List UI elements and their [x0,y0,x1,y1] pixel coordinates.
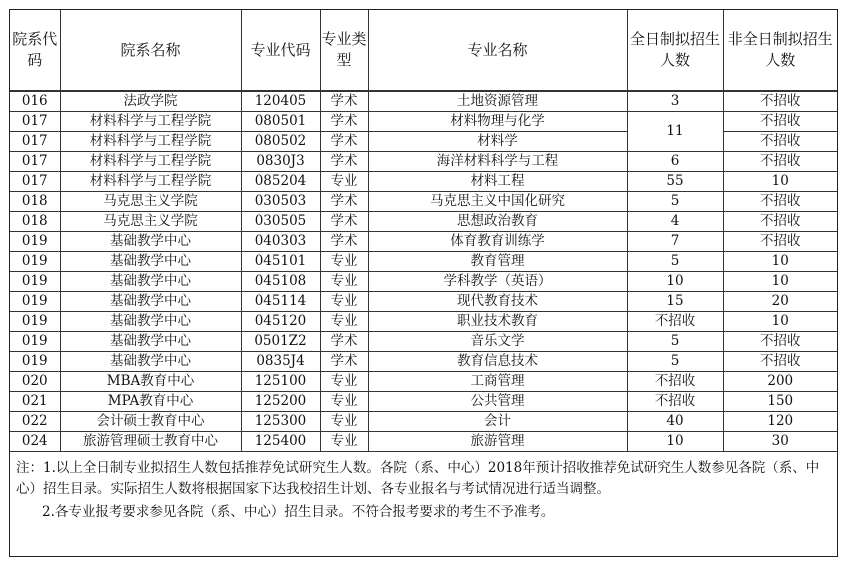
cell-dept-code: 019 [10,272,60,292]
cell-dept-name: 材料科学与工程学院 [60,112,241,132]
cell-dept-code: 016 [10,91,60,112]
cell-parttime: 不招收 [723,91,837,112]
cell-dept-name: 基础教学中心 [60,352,241,372]
table-row [10,172,837,192]
cell-dept-code: 017 [10,112,60,132]
cell-type: 专业 [320,432,368,452]
cell-type: 专业 [320,272,368,292]
table-row [10,212,837,232]
cell-fulltime: 40 [627,412,723,432]
cell-dept-code: 019 [10,312,60,332]
cell-major-code: 0830J3 [241,152,320,172]
cell-major-code: 045101 [241,252,320,272]
table-row [10,412,837,432]
cell-dept-code: 024 [10,432,60,452]
cell-major: 旅游管理 [368,432,627,452]
cell-major: 工商管理 [368,372,627,392]
cell-type: 专业 [320,252,368,272]
cell-dept-name: 基础教学中心 [60,232,241,252]
cell-fulltime: 不招收 [627,312,723,332]
enrollment-sheet [9,9,838,557]
cell-type: 学术 [320,132,368,152]
table-row [10,272,837,292]
cell-major: 会计 [368,412,627,432]
cell-fulltime: 10 [627,272,723,292]
cell-major: 职业技术教育 [368,312,627,332]
cell-major-code: 125300 [241,412,320,432]
table-row [10,312,837,332]
cell-major: 公共管理 [368,392,627,412]
cell-type: 学术 [320,112,368,132]
header-fulltime: 全日制拟招生人数 [627,10,723,91]
cell-parttime: 不招收 [723,152,837,172]
cell-type: 专业 [320,412,368,432]
table-row [10,91,837,112]
cell-type: 学术 [320,352,368,372]
cell-major-code: 030503 [241,192,320,212]
cell-dept-code: 018 [10,212,60,232]
cell-dept-name: 会计硕士教育中心 [60,412,241,432]
enrollment-table [10,10,837,452]
header-major-type: 专业类型 [320,10,368,91]
cell-fulltime: 3 [627,91,723,112]
cell-major-code: 080502 [241,132,320,152]
header-row [10,10,837,91]
table-row [10,432,837,452]
cell-major: 现代教育技术 [368,292,627,312]
cell-type: 专业 [320,372,368,392]
cell-parttime: 不招收 [723,132,837,152]
cell-type: 学术 [320,332,368,352]
note-2: 2.各专业报考要求参见各院（系、中心）招生目录。不符合报考要求的考生不予准考。 [42,504,555,520]
cell-major: 海洋材料科学与工程 [368,152,627,172]
cell-parttime: 不招收 [723,212,837,232]
cell-fulltime-merged: 11 [627,112,723,152]
cell-major: 学科教学（英语） [368,272,627,292]
cell-fulltime: 6 [627,152,723,172]
cell-major-code: 125400 [241,432,320,452]
header-major-name: 专业名称 [368,10,627,91]
cell-fulltime: 10 [627,432,723,452]
cell-fulltime: 不招收 [627,372,723,392]
cell-dept-name: 材料科学与工程学院 [60,132,241,152]
cell-type: 学术 [320,212,368,232]
cell-major-code: 080501 [241,112,320,132]
cell-major-code: 085204 [241,172,320,192]
notes-section [10,452,837,523]
cell-major: 马克思主义中国化研究 [368,192,627,212]
cell-fulltime: 5 [627,352,723,372]
table-row [10,192,837,212]
cell-major: 教育管理 [368,252,627,272]
cell-fulltime: 15 [627,292,723,312]
cell-dept-code: 017 [10,172,60,192]
cell-major-code: 120405 [241,91,320,112]
cell-major-code: 125100 [241,372,320,392]
cell-dept-name: 基础教学中心 [60,272,241,292]
cell-major-code: 045120 [241,312,320,332]
cell-type: 学术 [320,91,368,112]
cell-major-code: 0835J4 [241,352,320,372]
cell-major-code: 045108 [241,272,320,292]
cell-parttime: 不招收 [723,112,837,132]
cell-major: 材料物理与化学 [368,112,627,132]
cell-dept-name: 基础教学中心 [60,252,241,272]
cell-major-code: 0501Z2 [241,332,320,352]
cell-fulltime: 5 [627,332,723,352]
cell-major-code: 030505 [241,212,320,232]
cell-dept-name: 旅游管理硕士教育中心 [60,432,241,452]
cell-major: 体育教育训练学 [368,232,627,252]
cell-type: 学术 [320,192,368,212]
cell-major-code: 040303 [241,232,320,252]
cell-dept-code: 017 [10,152,60,172]
cell-dept-code: 019 [10,292,60,312]
cell-major: 音乐文学 [368,332,627,352]
cell-dept-code: 019 [10,232,60,252]
cell-type: 学术 [320,152,368,172]
cell-dept-code: 018 [10,192,60,212]
cell-dept-name: 材料科学与工程学院 [60,172,241,192]
header-dept-name: 院系名称 [60,10,241,91]
table-row [10,232,837,252]
cell-fulltime: 4 [627,212,723,232]
cell-major: 土地资源管理 [368,91,627,112]
header-dept-code: 院系代码 [10,10,60,91]
cell-parttime: 150 [723,392,837,412]
cell-fulltime: 55 [627,172,723,192]
cell-dept-name: 马克思主义学院 [60,192,241,212]
cell-dept-name: MPA教育中心 [60,392,241,412]
cell-dept-name: 法政学院 [60,91,241,112]
table-row [10,152,837,172]
table-row [10,352,837,372]
cell-type: 专业 [320,392,368,412]
cell-dept-code: 019 [10,252,60,272]
table-row [10,112,837,132]
cell-parttime: 10 [723,172,837,192]
cell-dept-name: 基础教学中心 [60,312,241,332]
cell-dept-code: 019 [10,332,60,352]
cell-fulltime: 5 [627,192,723,212]
cell-parttime: 30 [723,432,837,452]
cell-type: 专业 [320,312,368,332]
cell-dept-code: 021 [10,392,60,412]
cell-parttime: 10 [723,272,837,292]
cell-parttime: 10 [723,252,837,272]
cell-parttime: 不招收 [723,352,837,372]
cell-parttime: 不招收 [723,192,837,212]
table-row [10,332,837,352]
cell-parttime: 不招收 [723,232,837,252]
cell-type: 专业 [320,292,368,312]
cell-parttime: 120 [723,412,837,432]
cell-parttime: 200 [723,372,837,392]
cell-dept-code: 017 [10,132,60,152]
header-parttime: 非全日制拟招生人数 [723,10,837,91]
cell-major-code: 045114 [241,292,320,312]
cell-parttime: 20 [723,292,837,312]
cell-type: 学术 [320,232,368,252]
cell-dept-name: 基础教学中心 [60,332,241,352]
table-row [10,392,837,412]
cell-type: 专业 [320,172,368,192]
table-row [10,292,837,312]
cell-major: 材料工程 [368,172,627,192]
cell-major-code: 125200 [241,392,320,412]
cell-fulltime: 7 [627,232,723,252]
cell-dept-name: 材料科学与工程学院 [60,152,241,172]
cell-major: 材料学 [368,132,627,152]
note-1: 注：1.以上全日制专业拟招生人数包括推荐免试研究生人数。各院（系、中心）2018年预计招收推荐免试研究生人数参见各院（系、中心）招生目录。实际招生人数将根据国家下达我校招生计划、各专业报名与考试情况进行适当调整。 [16,460,820,497]
cell-dept-code: 019 [10,352,60,372]
table-row [10,372,837,392]
cell-dept-name: MBA教育中心 [60,372,241,392]
cell-dept-name: 基础教学中心 [60,292,241,312]
header-major-code: 专业代码 [241,10,320,91]
table-row [10,252,837,272]
cell-fulltime: 不招收 [627,392,723,412]
cell-parttime: 不招收 [723,332,837,352]
cell-dept-name: 马克思主义学院 [60,212,241,232]
cell-fulltime: 5 [627,252,723,272]
cell-parttime: 10 [723,312,837,332]
cell-dept-code: 020 [10,372,60,392]
cell-dept-code: 022 [10,412,60,432]
cell-major: 教育信息技术 [368,352,627,372]
cell-major: 思想政治教育 [368,212,627,232]
